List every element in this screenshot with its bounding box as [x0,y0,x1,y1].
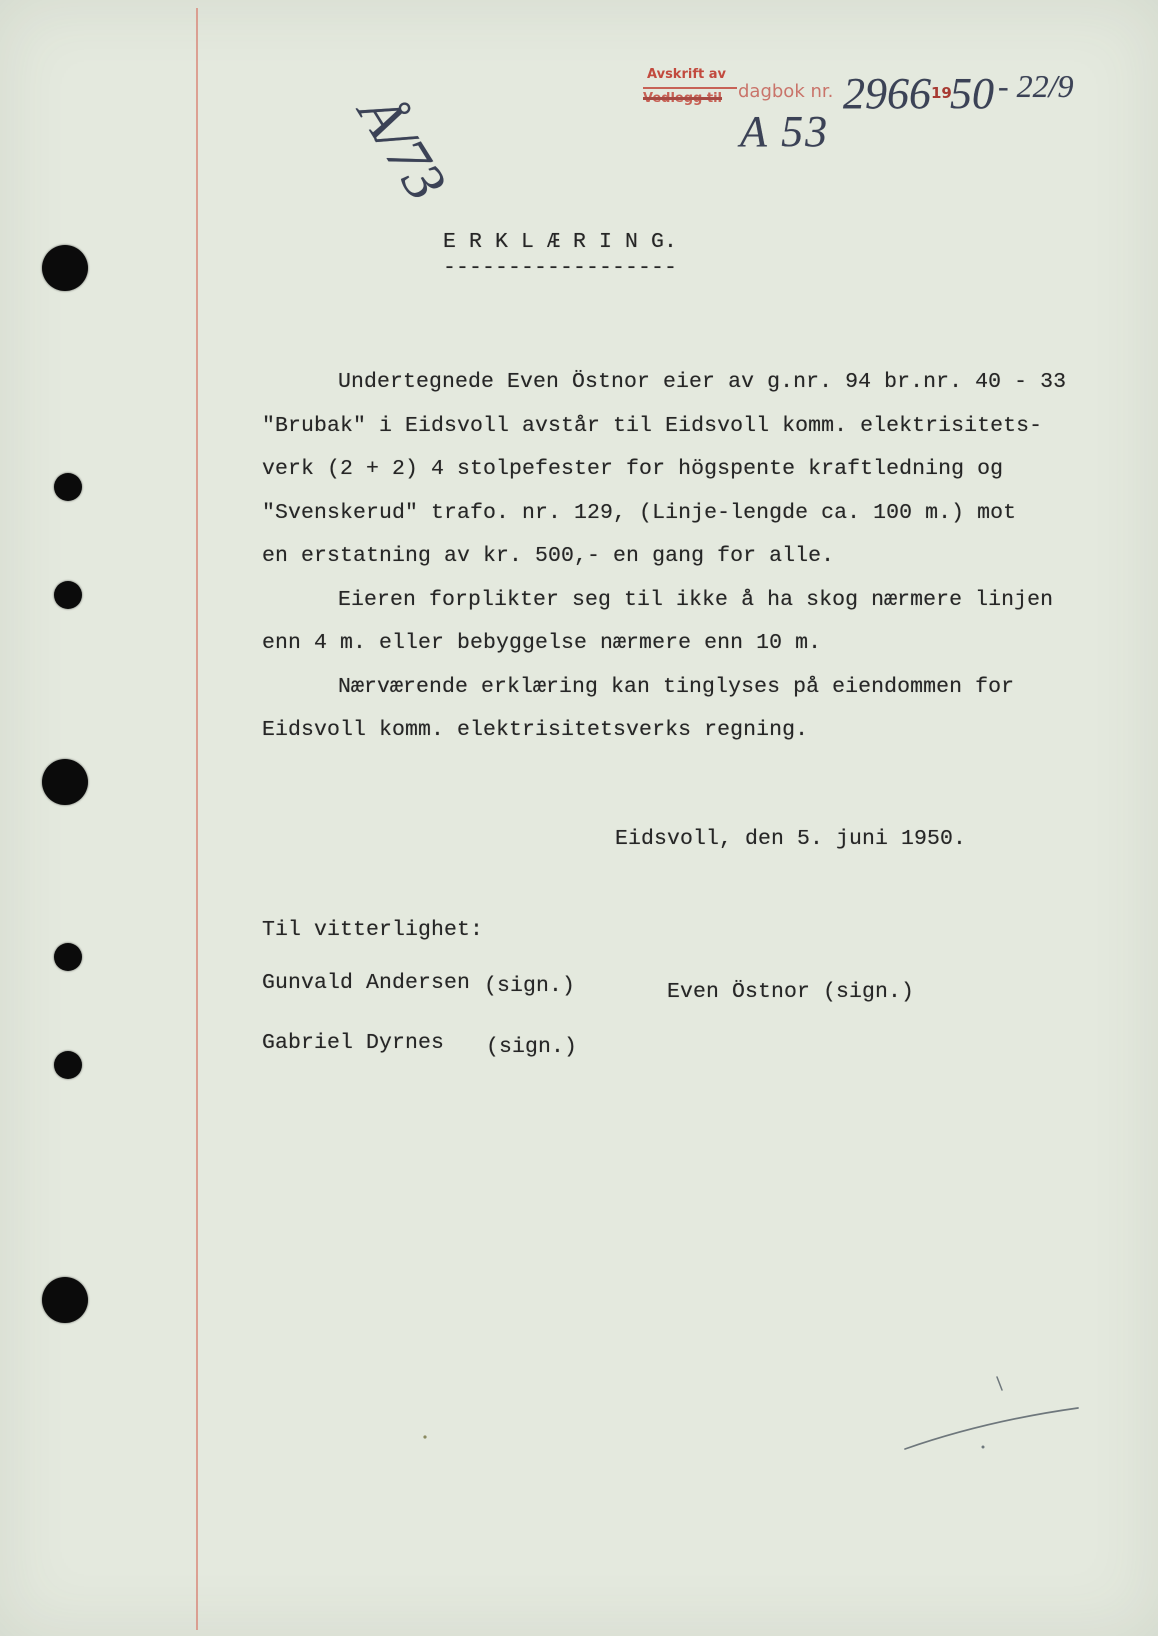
punch-hole [42,1277,88,1323]
punch-hole [54,581,82,609]
witness-name: Gabriel Dyrnes [262,1031,445,1055]
paragraph [262,579,1066,666]
witness-heading: Til vitterlighet: [262,918,484,942]
declaration-body [262,361,1066,753]
punch-hole [54,473,82,501]
stamp-year-printed: 19 [931,84,952,102]
place-date: Eidsvoll, den 5. juni 1950. [615,827,967,851]
body-line: en erstatning av kr. 500,- en gang for alle. [262,544,835,568]
paragraph [262,361,1066,579]
body-line: Undertegnede Even Östnor eier av g.nr. 94 br.nr. 40 - 33 [338,370,1067,394]
body-line: "Brubak" i Eidsvoll avstår til Eidsvoll komm. elektrisitets- [262,413,1043,438]
body-line: Eieren forplikter seg til ikke å ha skog nærmere linjen [338,587,1054,612]
pencil-stroke [905,1408,1078,1449]
witness-name: Gunvald Andersen [262,971,471,995]
registration-date: - 22/9 [998,68,1074,104]
body-line: enn 4 m. eller bebyggelse nærmere enn 10 m. [262,631,822,655]
handwritten-reference: A 53 [740,107,830,156]
punch-hole [54,1051,82,1079]
body-line: verk (2 + 2) 4 stolpefester for högspente kraftledning og [262,457,1004,481]
stamp-journal-label: dagbok nr. [738,81,834,102]
ink-dot [423,1435,426,1438]
witness-signature-note: (sign.) [486,1035,578,1059]
body-line: "Svenskerud" trafo. nr. 129, (Linje-lengde ca. 100 m.) mot [262,500,1017,525]
punch-hole [42,759,88,805]
body-line: Nærværende erklæring kan tinglyses på eiendommen for [338,674,1015,699]
title-underline: ------------------ [443,256,678,280]
body-line: Eidsvoll komm. elektrisitetsverks regning. [262,718,809,742]
stamp-attachment-label: Vedlegg til [643,91,723,106]
year-written: 50 [950,69,994,118]
journal-number: 2966 [843,69,931,118]
stamp-copy-label: Avskrift av [647,67,726,82]
punch-hole [42,245,88,291]
pencil-dot [982,1446,985,1449]
document-title: E R K L Æ R I N G. [443,230,678,254]
paragraph [262,666,1066,753]
signatory: Even Östnor (sign.) [667,980,915,1004]
pencil-tick [997,1377,1002,1390]
witness-signature-note: (sign.) [484,974,576,998]
margin-note: Å/73 [346,83,460,212]
stamp-underline [643,87,737,89]
punch-hole [54,943,82,971]
